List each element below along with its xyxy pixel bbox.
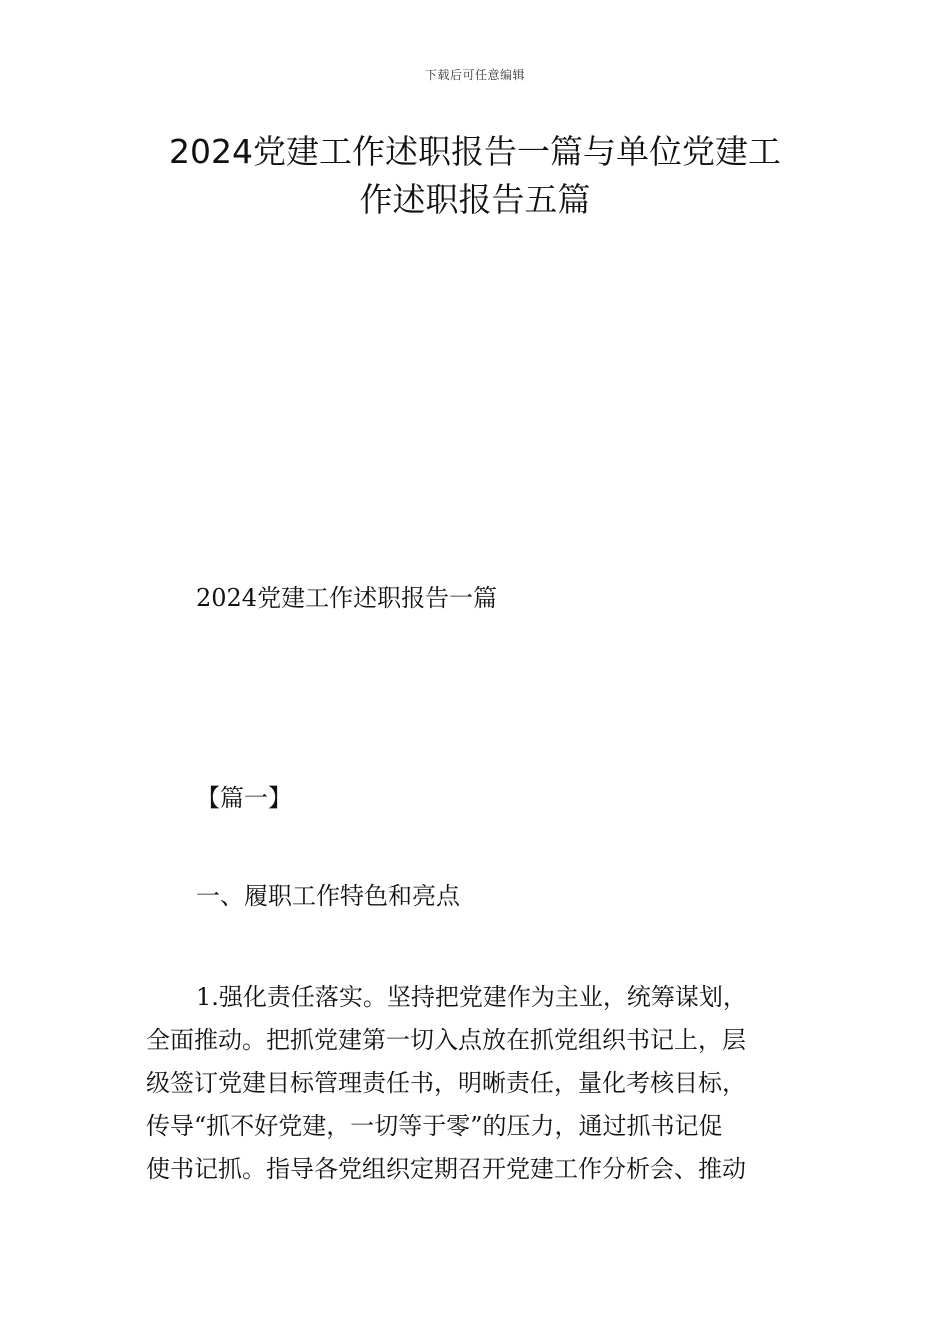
body-line: 级签订党建目标管理责任书，明晰责任，量化考核目标， <box>146 1069 746 1097</box>
document-title-line-1: 2024党建工作述职报告一篇与单位党建工 <box>169 132 781 171</box>
section-heading: 一、履职工作特色和亮点 <box>196 882 460 910</box>
header-note: 下载后可任意编辑 <box>424 68 525 82</box>
body-line: 传导“抓不好党建，一切等于零”的压力，通过抓书记促 <box>146 1112 723 1140</box>
body-paragraph <box>146 976 806 1191</box>
section-marker: 【篇一】 <box>196 784 292 812</box>
report-subtitle: 2024党建工作述职报告一篇 <box>196 584 498 612</box>
body-line: 1.强化责任落实。坚持把党建作为主业，统筹谋划， <box>196 983 747 1011</box>
body-line: 使书记抓。指导各党组织定期召开党建工作分析会、推动 <box>146 1155 746 1183</box>
document-title <box>120 128 830 224</box>
body-line: 全面推动。把抓党建第一切入点放在抓党组织书记上，层 <box>146 1026 746 1054</box>
document-title-line-2: 作述职报告五篇 <box>359 180 591 219</box>
